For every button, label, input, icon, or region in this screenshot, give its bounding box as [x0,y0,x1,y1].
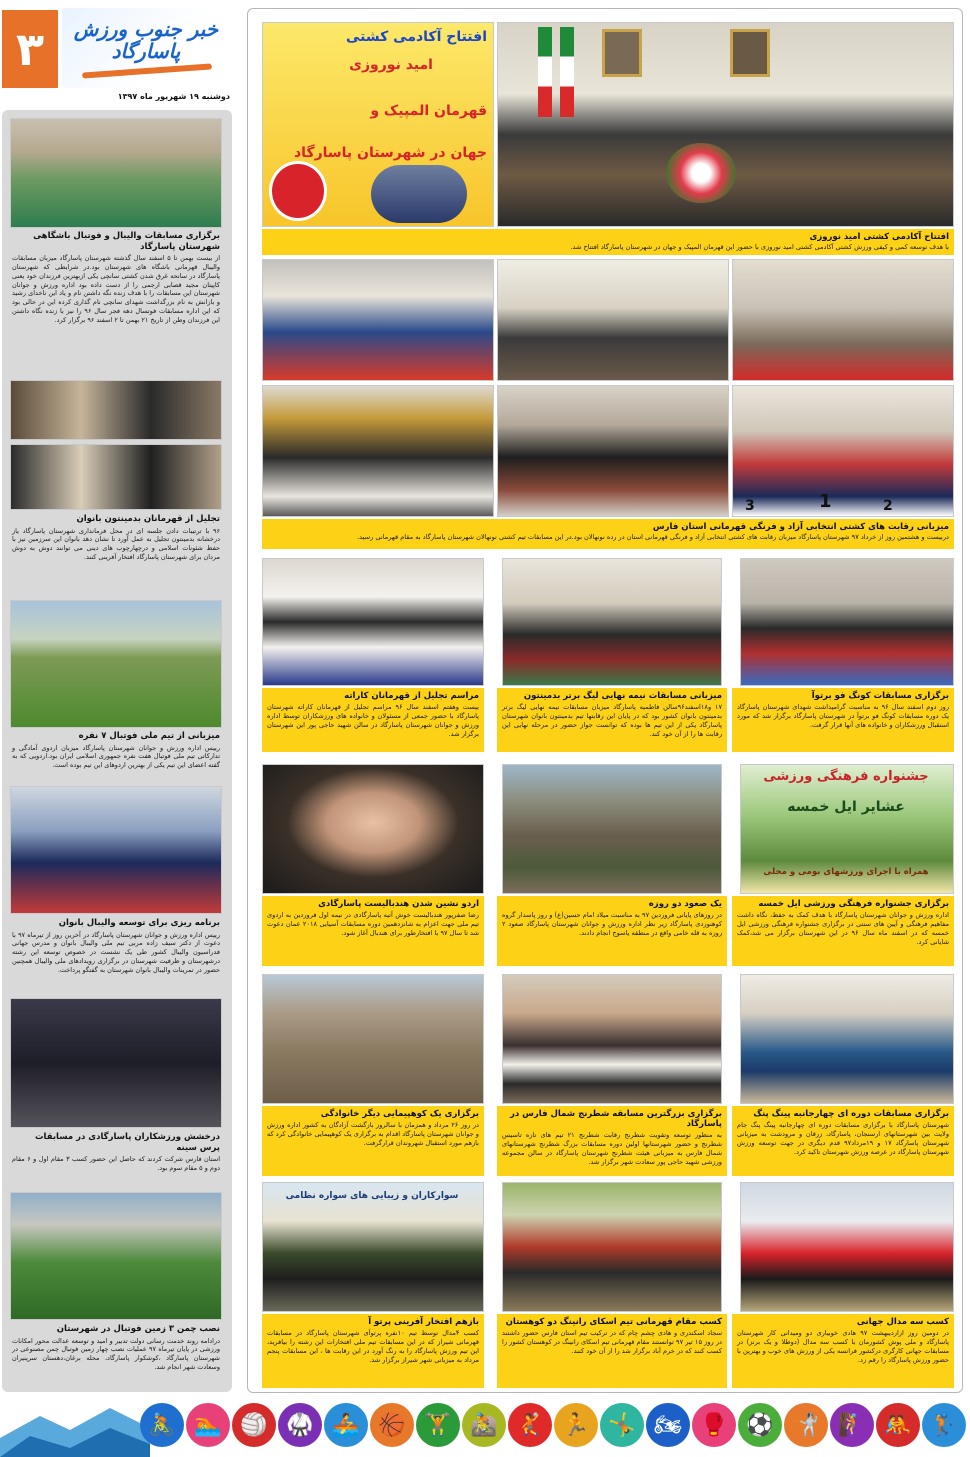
article-title: افتتاح آکادمی کشتی امید نوروزی [809,232,949,242]
article-body: در دومین روز ازاردیبهشت ۹۷ هادی خوبیاری دو ومیدانی کار شهرستان پاسارگاد و ملی پوش کشورمان با کسب سه مدال (دوطلا و یک برنز) در مسابقات جهانی کارگری درکشور فرانسه یکی از ورزش های خوب و بهترین با حضور ورزش پاسارگاد را رقم زد. [737,1329,949,1364]
cycling-race-icon: 🚵 [462,1403,506,1447]
photo-badminton-league [502,558,722,686]
photo-badminton-meeting [10,444,222,510]
article-body: در روزهای پایانی فروردین ۹۷ به مناسبت میلاد امام حسین(ع) و روز پاسدار گروه کوهنوردی پاسارگاد زیر نظر اداره ورزش و جوانان شهرستان پاسارگاد صعود ۲ روزه به قله خامی واقع در منطقه یاسوج انجام دادند. [502,911,722,937]
article-body: اداره ورزش و جوانان شهرستان پاسارگاد با هدف کمک به حفظ، نگاه داشت مفاهیم فرهنگی و آیین های سنتی در برگزاری جشنواره فرهنگی ورزشی ایل خمسه که در اسفند ماه سال ۹۶ در این شهرستان برگزار می شد،کمک شایانی کرد. [737,911,950,946]
photo-wrestling-podium [732,385,954,517]
podium-digit-3: 3 [745,498,755,514]
article-body: ۹۶ با ترتیبات دادن جلسه ای در محل فرمانداری شهرستان پاسارگاد یاز درخشانه بدمینتون تجلیل به عمل آورد تا نشان دهد بانوان این سرزمین نیز با حفظ شئونات اسلامی و درچهارچوب های دینی می توانند دوش به دوش مردان برای شهرستان پاسارگاد افتخار آفرینی کنند. [12,526,220,561]
photo-academy-opening [497,22,954,227]
photo-bench-press [10,998,222,1128]
article-title: کسب مقام قهرمانی تیم اسکای رانینگ دو کوهستان [505,1317,722,1327]
photo-wrestling-1 [732,259,954,381]
article-kungfu [732,688,954,752]
article-body: رضا صفرپور هندبالیست خوش آتیه پاسارگادی در نیمه اول فروردین به اردوی تیم ملی جهت اعزام به شانزدهمین دوره مسابقات آسیایی ۲۰۱۸ عمان دعوت شد تا سال ۹۷ با افتخارطور برای هندبال آغاز شود. [267,911,479,937]
volleyball-icon: 🏐 [232,1403,276,1447]
lead-caption [262,229,954,255]
poster-top: جشنواره فرهنگی ورزشی [763,769,929,784]
article-parto [262,1314,484,1388]
swimming-icon: 🏊 [186,1403,230,1447]
article-title: کسب سه مدال جهانی [856,1317,949,1327]
photo-kungfu [740,558,954,686]
poster-academy [262,22,494,227]
article-body: درادامه روند خدمت رسانی دولت تدبیر و امید و توسعه عدالت محور امکانات ورزشی در پایان تیرماه ۹۷ عملیات نصب چهار زمین فوتبال چمن مصنوعی در شهرستان پاسارگاد ،کوشکوار پاسارگاد، محله برغان،دهستان سرپنیران وسعادت شهر انجام شد. [12,1336,220,1371]
basketball-icon: 🏀 [370,1403,414,1447]
motorcycle-icon: 🏍 [646,1403,690,1447]
boxing-icon: 🥊 [692,1403,736,1447]
photo-turf-install [10,1192,222,1320]
article-body: ۱۷ و۱۸اسفند۹۶سالن فاطمیه پاسارگاد میزبان مسابقات نیمه نهایی لیگ برتر بدمینتون بانوان کشور بود که در پایان این رقابتها تیم بدمینتون بانوان شهرستان پاسارگاد یکی از این تیم ها بوده که توانست جواز حضور در مرحله نهایی این رقابت ها را از آن خود کند. [502,703,722,738]
photo-national-football [10,600,222,728]
article-hiking-two-day [497,896,727,966]
sidebar-item-turf [8,1322,224,1390]
golf-icon: 🏌 [922,1403,966,1447]
photo-women-volleyball [10,786,222,914]
photo-wrestling-2 [497,259,729,381]
photo-parto-ceremony [262,1182,484,1312]
poster-mid: عشایر ایل خمسه [787,799,905,815]
article-title: برگزاری بزرگترین مسابقه شطرنج شمال فارس در پاسارگاد [509,1109,722,1130]
masthead-date: دوشنبه ۱۹ شهریور ماه ۱۳۹۷ [117,92,230,101]
article-skyrunning [497,1314,727,1388]
article-ping-pong [732,1106,954,1176]
article-chess [497,1106,727,1176]
article-body: رییس اداره ورزش و جوانان شهرستان پاسارگاد در آخرین روز از تیرماه ۹۷ با دعوت از دکتر سیف زاده مربی تیم ملی والیبال بانوان و مدرس جهانی فدراسیون والیبال کشور طی یک نشست در خصوص توسعه این رشته درشهرستان و ظرفیت شهرستان در برگزاری رویدادهای ملی والیبال همچنین حضور در تمرینات والیبال بانوان شهرستان به گفتگو پرداخت. [12,930,220,974]
article-title: اردو نشین شدن هندبالیست پاسارگادی [318,899,479,909]
article-title: نصب چمن ۳ زمین فوتبال در شهرستان [56,1324,220,1334]
soccer-icon: ⚽ [738,1403,782,1447]
article-nomad-festival [732,896,954,966]
portrait-frame [602,29,642,77]
article-world-medals [732,1314,954,1388]
logo [62,8,234,88]
sidebar-item-women-volleyball [8,916,224,996]
logo-swoosh [82,63,212,78]
wrestling-icon: 🤼 [876,1403,920,1447]
poster-line-4: جهان در شهرستان پاسارگاد [294,145,487,161]
photo-badminton-ceremony [10,380,222,440]
sidebar-item-national-football [8,729,224,783]
article-karate [262,688,484,752]
rowing-icon: 🚣 [324,1403,368,1447]
article-body: دربیست و هشتمین روز از خرداد ۹۷ شهرستان پاسارگاد میزبان رقابت های کشتی انتخابی آزاد و فرنگی قهرمانی استان در رده نونهالان بود.در این مسابقات تیم کشتی نونهالان شهرستان پاسارگاد به مقام قهرمانی رسید. [357,533,949,542]
article-body: با هدف توسعه کمی و کیفی ورزش کشتی آکادمی کشتی امید نوروزی با حضور این قهرمان المپیک و جهان در شهرستان پاسارگاد افتتاح شد. [570,243,949,252]
karate-icon: 🥋 [278,1403,322,1447]
article-title: میزبانی رقابت های کشتی انتخابی آزاد و فرنگی قهرمانی استان فارس [652,522,949,532]
article-body: استان فارس شرکت کردند که حاصل این حضور کسب ۳ مقام اول و ۶ مقام دوم و ۵ مقام سوم بود. [12,1155,220,1173]
article-body: کسب ۴مدال توسط تیم ۱۰نفره پرتوآی شهرستان پاسارگاد در مسابقات قهرمانی شیراز که در این مسابقات تیم ملی افتخارات این رشته را بیافرید، این تیم ورزش پاسارگاد را به رنگ آورد در این رقابت ها ، این مسابقات پنجم مرداد به میزبانی شهر شیراز برگزار شد. [267,1329,479,1364]
poster-bottom: همراه با اجرای ورزشهای بومی و محلی [763,867,929,877]
article-badminton-league [497,688,727,752]
photo-family-hike [262,974,484,1104]
article-body: سجاد اسکندری و هادی چشم چام که در ترکیب تیم استان فارس حضور داشتند در روز ۱۵ تیر ۹۷ توانستند مقام قهرمانی تیم اسکای رانینگ در کوهستان کشور را کسب کنند که در خرم آباد برگزار شد را از آن خود کنند. [502,1329,722,1355]
sidebar-item-bench-press [8,1130,224,1186]
article-handball [262,896,484,966]
photo-wrestling-team [497,385,729,517]
fencing-icon: 🤺 [784,1403,828,1447]
photo-volleyball-hall [10,118,222,228]
article-body: در روز ۲۶ مرداد و همزمان با سالروز بازگشت آزادگان به کشور اداره ورزش و جوانان شهرستان پاسارگاد اقدام به برگزاری یک کوهپیمایی خانوادگی کرد که بازهم مورد استقبال شهروندان قرارگرفت. [267,1121,479,1147]
footer-wave [0,1398,150,1457]
sidebar-item-badminton-honor [8,512,224,592]
podium-digit-2: 2 [883,498,893,514]
wrestling-caption [262,519,954,549]
podium-digit-1: 1 [819,491,832,512]
flag-decoration [538,27,552,117]
article-body: به منظور توسعه وتقویت شطرنج رقابت شطرنج ۲۱ تیم های تازه تاسیس شطرنج و حضور شهرستانها اولین دوره مسابقات بزرگ شطرنج شهرستانهای شمال فارس به میزبانی هیئت شطرنج شهرستان پاسارگاد در سالن مجموعه ورزشی شهید حاجی پور سعادت شهر برگزار شد. [502,1131,722,1167]
article-title: برگزاری مسابقات کونگ فو برتوآ [811,691,949,701]
article-body: از بیست بهمن تا ۵ اسفند سال گذشته شهرستان پاسارگاد میزبان مسابقات والیبال قهرمانی باشگاه های شهرستان بود.در شرایطی که شهرستان پاسارگاد در سانحه غرق شدن کشتی سانچی یکی ازبهترین فرزندان خود یعنی کاپیتان مجید قصابی ارجمی را از دست داده بود اداره ورزش و جوانان شهرستان این مسابقات را با هدف زنده نگه داشتن نام و یاد این ناخدای رشید و بازانش به نام بزرگداشت شهدای سانچی نام گذاری کرده این در حالی بود که این اداره مسابقات فوتسال دهه فجر سال ۹۶ را نیز با زنده نگاه داشتن این فرزندان وطن از تاریخ ۲۱ بهمن تا ۲ اسفند ۹۶ برگزار کرد. [12,254,220,324]
poster-line-2: امید نوروزی [349,57,433,73]
masthead [2,6,234,106]
cycling-icon: 🚴 [140,1403,184,1447]
photo-skyrunning [502,1182,722,1312]
article-title: بازهم افتخار آفرینی پرتو آ [368,1317,479,1327]
flag-decoration [560,27,574,117]
article-body: بیست وهفتم اسفند سال ۹۶ مراسم تجلیل از قهرمانان کاراته شهرستان پاسارگاد با حضور جمعی از مسئولان و خانواده های ورزشکاران توسط اداره ورزش و جوانان شهرستان پاسارگاد در سالن شهید حاجی پور این شهرستان برگزار شد. [267,703,479,738]
article-family-hike [262,1106,484,1176]
article-title: میزبانی مسابقات نیمه نهایی لیگ برتر بدمینتون [523,691,722,701]
article-body: شهرستان پاسارگاد با برگزاری مسابقات دوره ای چهارجانبه پینگ پنگ جام ولایت بین شهرستانهای ارسنجان، پاسارگاد، زرقان و مرودشت به میزبانی شهرستان پاسارگاد ۱۷ و ۱۹مرداد۹۷ قدم دیگری در جهت توسعه ورزش شهرستان پاسارگاد در عرصه ورزش شهرستان تاکید کرد. [737,1121,949,1156]
photo-runner-medal [740,1182,954,1312]
banner-text: سوارکاران و زیبایی های سواره نظامی [285,1191,459,1201]
photo-wrestling-3 [262,259,494,381]
photo-karate [262,558,484,686]
article-title: تجلیل از قهرمانان بدمینتون بانوان [76,514,220,524]
mountain-icon [0,1398,150,1457]
weightlifting-icon: 🏋 [416,1403,460,1447]
photo-hiking-two-day [502,764,722,894]
article-title: برگزاری جشنواره فرهنگی ورزشی ایل خمسه [758,899,949,909]
page-number-badge [2,10,58,88]
article-body: رییس اداره ورزش و جوانان شهرستان پاسارگاد میزبان اردوی آمادگی و تدارکاتی تیم ملی فوتبال هفت نفره جمهوری اسلامی ایران بود.اردویی که به گفته اعضای این تیم یکی از بهترین اردوهای این تیم بوده است. [12,743,220,770]
climbing-icon: 🧗 [830,1403,874,1447]
handball-icon: 🤾 [508,1403,552,1447]
article-title: برگزاری مسابقات دوره ای چهارجانبه پینگ پنگ [753,1109,949,1119]
article-title: برنامه ریزی برای توسعه والیبال بانوان [58,918,220,928]
portrait-frame [730,29,770,77]
photo-chess [502,974,722,1104]
article-title: میزبانی از تیم ملی فوتبال ۷ نفره [78,731,220,741]
logo-text: خبر جنوب ورزش پاسارگاد [73,17,219,63]
article-body: روز دوم اسفند سال ۹۶ به مناسبت گرامیداشت شهدای شهرستان پاسارگاد یک دوره مسابقات کونگ فو برتوآ در شهرستان پاسارگاد برگزار شد که مورد استقبال ورزشکاران و خانواده های آنها قرار گرفت. [737,703,950,729]
poster-nomad-festival [740,764,954,894]
sidebar-item-volleyball-football [8,229,224,379]
gymnastics-icon: 🤸 [600,1403,644,1447]
article-title: برگزاری یک کوهپیمایی دیگر خانوادگی [320,1109,479,1119]
wrestler-photo [371,165,467,223]
article-title: یک صعود دو روزه [648,899,722,909]
article-title: مراسم تجلیل از قهرمانان کاراته [344,691,479,701]
photo-ping-pong [740,974,954,1104]
flower-bouquet [666,143,736,203]
photo-wrestling-trophies [262,385,494,517]
article-title: درخشش ورزشکاران پاسارگادی در مسابقات پرس سینه [34,1132,220,1153]
page-number: ۳ [15,22,45,76]
article-title: برگزاری مسابقات والیبال و فوتبال باشگاهی شهرستان پاسارگاد [33,231,220,252]
running-icon: 🏃 [554,1403,598,1447]
poster-line-1: افتتاح آکادمی کشتی [346,29,487,45]
poster-line-3: قهرمان المپیک و [370,103,487,119]
club-emblem [269,161,327,221]
photo-handball-player [262,764,484,894]
